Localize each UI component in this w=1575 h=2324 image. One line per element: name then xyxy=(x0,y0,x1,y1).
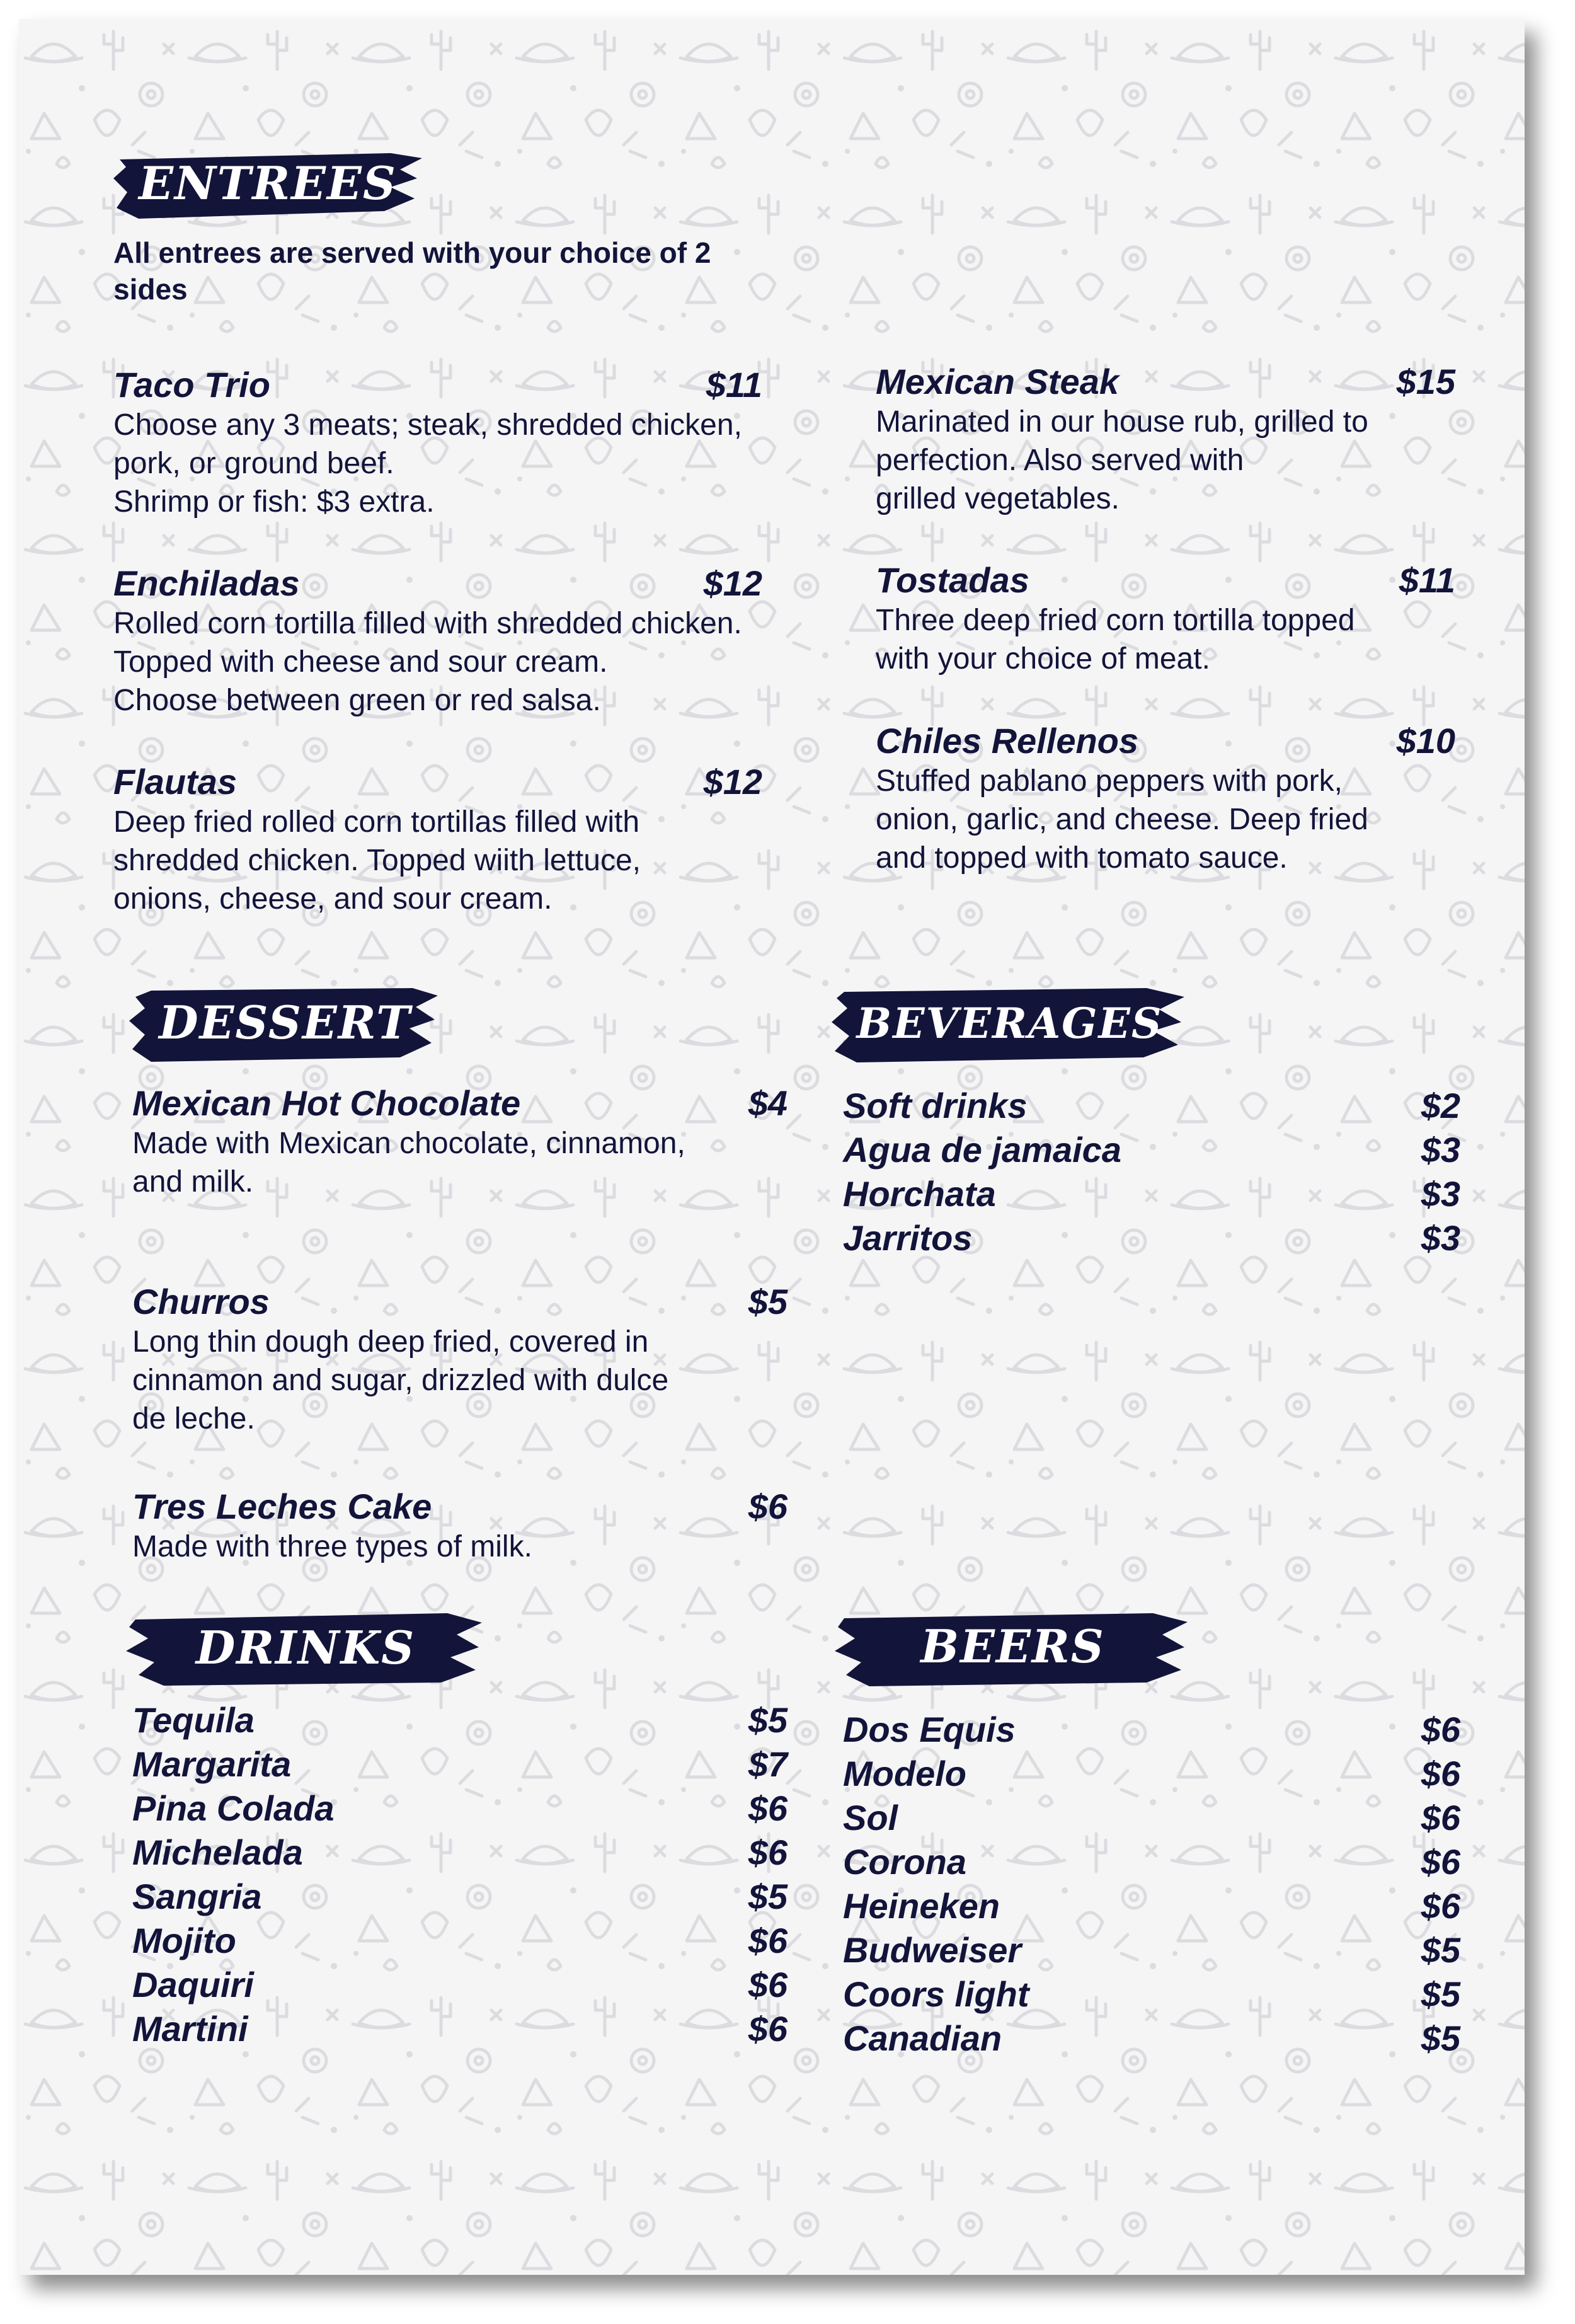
item-name: Jarritos xyxy=(843,1218,973,1258)
list-item xyxy=(132,1919,788,1963)
item-price: $2 xyxy=(1421,1086,1460,1125)
item-price: $6 xyxy=(1421,1842,1460,1882)
description-line: Choose between green or red salsa. xyxy=(113,684,601,717)
drinks-list xyxy=(132,1698,788,2051)
dessert-title: DESSERT xyxy=(159,996,411,1049)
item-price: $6 xyxy=(748,2009,788,2049)
description-line: cinnamon and sugar, drizzled with dulce xyxy=(132,1364,669,1397)
item-name: Coors light xyxy=(843,1974,1029,2014)
item-price: $6 xyxy=(1421,1710,1460,1749)
list-item xyxy=(132,1831,788,1875)
list-item xyxy=(843,1752,1460,1796)
list-item xyxy=(843,1884,1460,1928)
description-line: Deep fried rolled corn tortillas filled with xyxy=(113,805,640,839)
description-line: and milk. xyxy=(132,1165,254,1199)
description-line: Marinated in our house rub, grilled to xyxy=(876,405,1368,439)
list-item xyxy=(843,1796,1460,1840)
list-item xyxy=(843,1972,1460,2016)
beverages-list xyxy=(843,1084,1460,1260)
menu-item xyxy=(132,1487,788,1566)
description-line: Topped with cheese and sour cream. xyxy=(113,645,608,679)
description-line: Shrimp or fish: $3 extra. xyxy=(113,485,435,519)
item-price: $11 xyxy=(1399,560,1455,600)
item-name: Tostadas xyxy=(876,560,1029,600)
item-price: $15 xyxy=(1396,362,1455,401)
item-price: $6 xyxy=(748,1487,788,1526)
menu-item xyxy=(876,561,1455,678)
entrees-banner xyxy=(113,148,422,224)
entrees-intro: All entrees are served with your choice of 2 sides xyxy=(113,236,711,306)
menu-item xyxy=(876,362,1455,518)
item-description xyxy=(132,1124,788,1201)
list-item xyxy=(843,1084,1460,1128)
dessert-banner xyxy=(129,983,441,1065)
item-name: Modelo xyxy=(843,1754,966,1793)
item-name: Mexican Hot Chocolate xyxy=(132,1083,521,1123)
beers-banner xyxy=(835,1607,1191,1689)
item-price: $6 xyxy=(1421,1798,1460,1838)
item-price: $5 xyxy=(1421,2018,1460,2058)
item-price: $4 xyxy=(748,1083,788,1123)
description-line: de leche. xyxy=(132,1402,255,1435)
item-name: Dos Equis xyxy=(843,1710,1016,1749)
list-item xyxy=(132,1875,788,1919)
list-item xyxy=(843,1128,1460,1172)
item-name: Taco Trio xyxy=(113,365,270,405)
entrees-title: ENTREES xyxy=(139,156,397,210)
description-line: shredded chicken. Topped wiith lettuce, xyxy=(113,844,641,877)
item-price: $6 xyxy=(748,1965,788,2005)
item-price: $5 xyxy=(748,1700,788,1740)
list-item xyxy=(843,1216,1460,1260)
item-price: $12 xyxy=(703,563,762,603)
menu-item xyxy=(113,762,762,918)
item-name: Chiles Rellenos xyxy=(876,721,1139,761)
item-name: Pina Colada xyxy=(132,1788,335,1828)
item-price: $7 xyxy=(748,1744,788,1784)
item-price: $5 xyxy=(1421,1974,1460,2014)
menu-sheet xyxy=(19,19,1525,2275)
item-description xyxy=(113,406,762,521)
item-price: $10 xyxy=(1396,721,1455,761)
description-line: Made with Mexican chocolate, cinnamon, xyxy=(132,1127,685,1160)
item-price: $5 xyxy=(1421,1930,1460,1970)
item-name: Margarita xyxy=(132,1744,292,1784)
item-description xyxy=(132,1527,788,1566)
item-price: $3 xyxy=(1421,1218,1460,1258)
beers-title: BEERS xyxy=(920,1619,1105,1673)
item-name: Tres Leches Cake xyxy=(132,1487,432,1526)
item-name: Corona xyxy=(843,1842,966,1882)
drinks-banner xyxy=(126,1607,485,1689)
description-line: perfection. Also served with xyxy=(876,444,1244,477)
description-line: pork, or ground beef. xyxy=(113,447,394,480)
list-item xyxy=(132,2007,788,2051)
item-name: Tequila xyxy=(132,1700,255,1740)
list-item xyxy=(132,1963,788,2007)
item-description xyxy=(876,403,1455,518)
item-description xyxy=(876,601,1455,678)
item-name: Canadian xyxy=(843,2018,1002,2058)
description-line: Made with three types of milk. xyxy=(132,1530,532,1563)
menu-item xyxy=(113,564,762,720)
item-price: $12 xyxy=(703,762,762,802)
list-item xyxy=(132,1742,788,1786)
beverages-title: BEVERAGES xyxy=(856,999,1163,1048)
list-item xyxy=(132,1786,788,1831)
item-price: $6 xyxy=(1421,1754,1460,1793)
item-name: Agua de jamaica xyxy=(843,1130,1121,1170)
menu-item xyxy=(132,1084,788,1201)
list-item xyxy=(843,2016,1460,2061)
list-item xyxy=(843,1840,1460,1884)
list-item xyxy=(843,1928,1460,1972)
item-description xyxy=(876,762,1455,877)
item-name: Flautas xyxy=(113,762,238,802)
item-name: Enchiladas xyxy=(113,563,300,603)
item-name: Churros xyxy=(132,1282,270,1321)
item-price: $6 xyxy=(748,1788,788,1828)
menu-item xyxy=(132,1282,788,1438)
item-price: $6 xyxy=(1421,1886,1460,1926)
description-line: Long thin dough deep fried, covered in xyxy=(132,1325,649,1359)
item-name: Martini xyxy=(132,2009,248,2049)
beverages-banner xyxy=(832,983,1188,1065)
description-line: Three deep fried corn tortilla topped xyxy=(876,604,1355,637)
drinks-title: DRINKS xyxy=(195,1621,416,1674)
description-line: onions, cheese, and sour cream. xyxy=(113,882,553,916)
item-name: Mexican Steak xyxy=(876,362,1119,401)
description-line: and topped with tomato sauce. xyxy=(876,841,1288,875)
item-description xyxy=(113,803,762,918)
item-price: $6 xyxy=(748,1921,788,1960)
item-name: Sol xyxy=(843,1798,898,1838)
description-line: onion, garlic, and cheese. Deep fried xyxy=(876,803,1368,836)
item-name: Heineken xyxy=(843,1886,1000,1926)
description-line: grilled vegetables. xyxy=(876,482,1120,515)
item-price: $5 xyxy=(748,1282,788,1321)
description-line: with your choice of meat. xyxy=(876,642,1210,676)
item-name: Horchata xyxy=(843,1174,996,1214)
item-price: $11 xyxy=(706,365,762,405)
list-item xyxy=(843,1172,1460,1216)
item-price: $5 xyxy=(748,1877,788,1916)
item-price: $6 xyxy=(748,1832,788,1872)
description-line: Choose any 3 meats; steak, shredded chicken, xyxy=(113,408,742,442)
list-item xyxy=(132,1698,788,1742)
item-name: Budweiser xyxy=(843,1930,1022,1970)
item-description xyxy=(132,1323,788,1438)
item-name: Sangria xyxy=(132,1877,262,1916)
item-name: Soft drinks xyxy=(843,1086,1028,1125)
menu-item xyxy=(876,722,1455,877)
item-name: Daquiri xyxy=(132,1965,254,2005)
list-item xyxy=(843,1708,1460,1752)
description-line: Rolled corn tortilla filled with shredded chicken. xyxy=(113,607,742,640)
item-description xyxy=(113,604,762,720)
item-name: Michelada xyxy=(132,1832,303,1872)
item-name: Mojito xyxy=(132,1921,236,1960)
item-price: $3 xyxy=(1421,1174,1460,1214)
description-line: Stuffed pablano peppers with pork, xyxy=(876,764,1343,798)
beers-list xyxy=(843,1708,1460,2061)
item-price: $3 xyxy=(1421,1130,1460,1170)
menu-item xyxy=(113,365,762,521)
